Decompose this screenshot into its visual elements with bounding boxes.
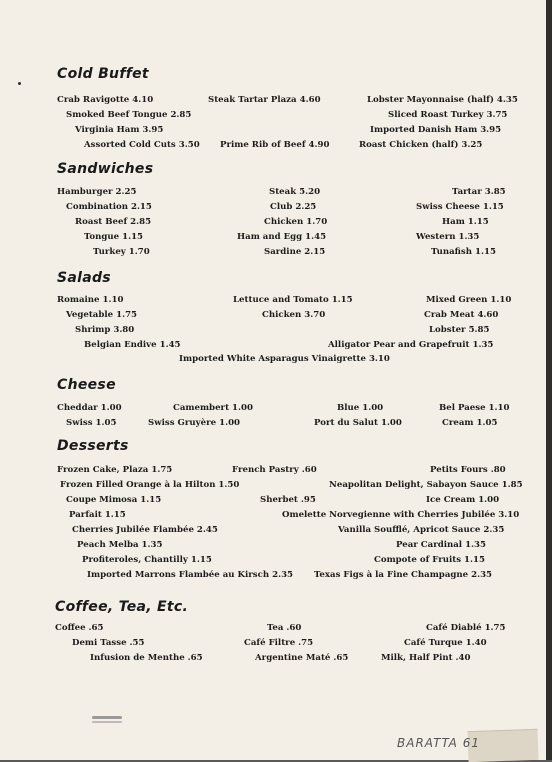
menu-item: Port du Salut 1.00 xyxy=(314,418,402,428)
menu-item: Prime Rib of Beef 4.90 xyxy=(220,140,330,150)
menu-item: Belgian Endive 1.45 xyxy=(84,340,181,350)
menu-item: Bel Paese 1.10 xyxy=(439,403,510,413)
menu-item: Mixed Green 1.10 xyxy=(426,295,512,305)
menu-item: Frozen Cake, Plaza 1.75 xyxy=(57,465,173,475)
menu-item: Demi Tasse .55 xyxy=(72,638,145,648)
section-title-coffee: Coffee, Tea, Etc. xyxy=(55,599,189,615)
menu-item: Blue 1.00 xyxy=(337,403,384,413)
menu-item: Sherbet .95 xyxy=(260,495,316,505)
menu-item: Roast Chicken (half) 3.25 xyxy=(359,140,483,150)
menu-item: Omelette Norvegienne with Cherries Jubilée 3.10 xyxy=(282,510,520,520)
menu-item: Cream 1.05 xyxy=(442,418,498,428)
menu-item: Cheddar 1.00 xyxy=(57,403,122,413)
menu-item: Profiteroles, Chantilly 1.15 xyxy=(82,555,212,565)
menu-item: Hamburger 2.25 xyxy=(57,187,137,197)
menu-item: Sardine 2.15 xyxy=(264,247,326,257)
menu-item: Tongue 1.15 xyxy=(84,232,144,242)
menu-item: Lobster Mayonnaise (half) 4.35 xyxy=(367,95,518,105)
menu-item: Parfait 1.15 xyxy=(69,510,126,520)
menu-item: Milk, Half Pint .40 xyxy=(381,653,471,663)
menu-item: Roast Beef 2.85 xyxy=(75,217,152,227)
menu-item: Steak Tartar Plaza 4.60 xyxy=(208,95,321,105)
menu-item: Frozen Filled Orange à la Hilton 1.50 xyxy=(60,480,240,490)
menu-item: Crab Ravigotte 4.10 xyxy=(57,95,154,105)
menu-item: Petits Fours .80 xyxy=(430,465,506,475)
menu-item: Lobster 5.85 xyxy=(429,325,490,335)
menu-item: Neapolitan Delight, Sabayon Sauce 1.85 xyxy=(329,480,523,490)
menu-item: Chicken 1.70 xyxy=(264,217,328,227)
menu-item: Pear Cardinal 1.35 xyxy=(396,540,486,550)
menu-item: Ham and Egg 1.45 xyxy=(237,232,327,242)
page-mark xyxy=(18,82,21,85)
menu-item: Tunafish 1.15 xyxy=(431,247,496,257)
section-title-salads: Salads xyxy=(57,270,111,286)
menu-item: Tea .60 xyxy=(267,623,302,633)
section-title-cheese: Cheese xyxy=(57,377,116,393)
menu-item: Assorted Cold Cuts 3.50 xyxy=(84,140,200,150)
menu-item: Crab Meat 4.60 xyxy=(424,310,499,320)
menu-item: Camembert 1.00 xyxy=(173,403,253,413)
menu-item: Romaine 1.10 xyxy=(57,295,124,305)
menu-item: Café Turque 1.40 xyxy=(404,638,487,648)
menu-item: Swiss Cheese 1.15 xyxy=(416,202,504,212)
binder-edge xyxy=(546,0,552,760)
menu-item: Vanilla Soufflé, Apricot Sauce 2.35 xyxy=(338,525,505,535)
section-title-cold-buffet: Cold Buffet xyxy=(57,66,149,82)
menu-item: Texas Figs à la Fine Champagne 2.35 xyxy=(314,570,493,580)
menu-item: Virginia Ham 3.95 xyxy=(75,125,164,135)
menu-item: Café Diablé 1.75 xyxy=(426,623,506,633)
menu-item: Club 2.25 xyxy=(270,202,317,212)
menu-item: Chicken 3.70 xyxy=(262,310,326,320)
menu-item: Imported White Asparagus Vinaigrette 3.10 xyxy=(179,354,390,364)
menu-item: Turkey 1.70 xyxy=(93,247,150,257)
menu-item: Ice Cream 1.00 xyxy=(426,495,500,505)
staple-shadow xyxy=(92,721,122,723)
menu-item: Sliced Roast Turkey 3.75 xyxy=(388,110,508,120)
menu-item: Cherries Jubilée Flambée 2.45 xyxy=(72,525,218,535)
menu-item: Imported Marrons Flambée au Kirsch 2.35 xyxy=(87,570,294,580)
menu-item: Shrimp 3.80 xyxy=(75,325,135,335)
section-title-sandwiches: Sandwiches xyxy=(57,161,154,177)
menu-item: Alligator Pear and Grapefruit 1.35 xyxy=(328,340,494,350)
menu-item: Combination 2.15 xyxy=(66,202,152,212)
menu-item: Coffee .65 xyxy=(55,623,104,633)
menu-item: Ham 1.15 xyxy=(442,217,489,227)
menu-item: Lettuce and Tomato 1.15 xyxy=(233,295,353,305)
menu-item: Vegetable 1.75 xyxy=(66,310,138,320)
menu-item: Western 1.35 xyxy=(416,232,480,242)
menu-item: French Pastry .60 xyxy=(232,465,317,475)
menu-item: Peach Melba 1.35 xyxy=(77,540,163,550)
menu-item: Compote of Fruits 1.15 xyxy=(374,555,485,565)
handwritten-annotation: BARATTA 61 xyxy=(397,736,480,750)
menu-item: Swiss Gruyère 1.00 xyxy=(148,418,241,428)
section-title-desserts: Desserts xyxy=(57,438,129,454)
menu-item: Infusion de Menthe .65 xyxy=(90,653,203,663)
menu-item: Swiss 1.05 xyxy=(66,418,117,428)
staple-mark xyxy=(92,716,122,719)
menu-item: Café Filtre .75 xyxy=(244,638,314,648)
menu-item: Steak 5.20 xyxy=(269,187,321,197)
menu-item: Smoked Beef Tongue 2.85 xyxy=(66,110,192,120)
menu-item: Imported Danish Ham 3.95 xyxy=(370,125,502,135)
menu-item: Coupe Mimosa 1.15 xyxy=(66,495,162,505)
menu-item: Argentine Maté .65 xyxy=(255,653,349,663)
menu-item: Tartar 3.85 xyxy=(452,187,506,197)
